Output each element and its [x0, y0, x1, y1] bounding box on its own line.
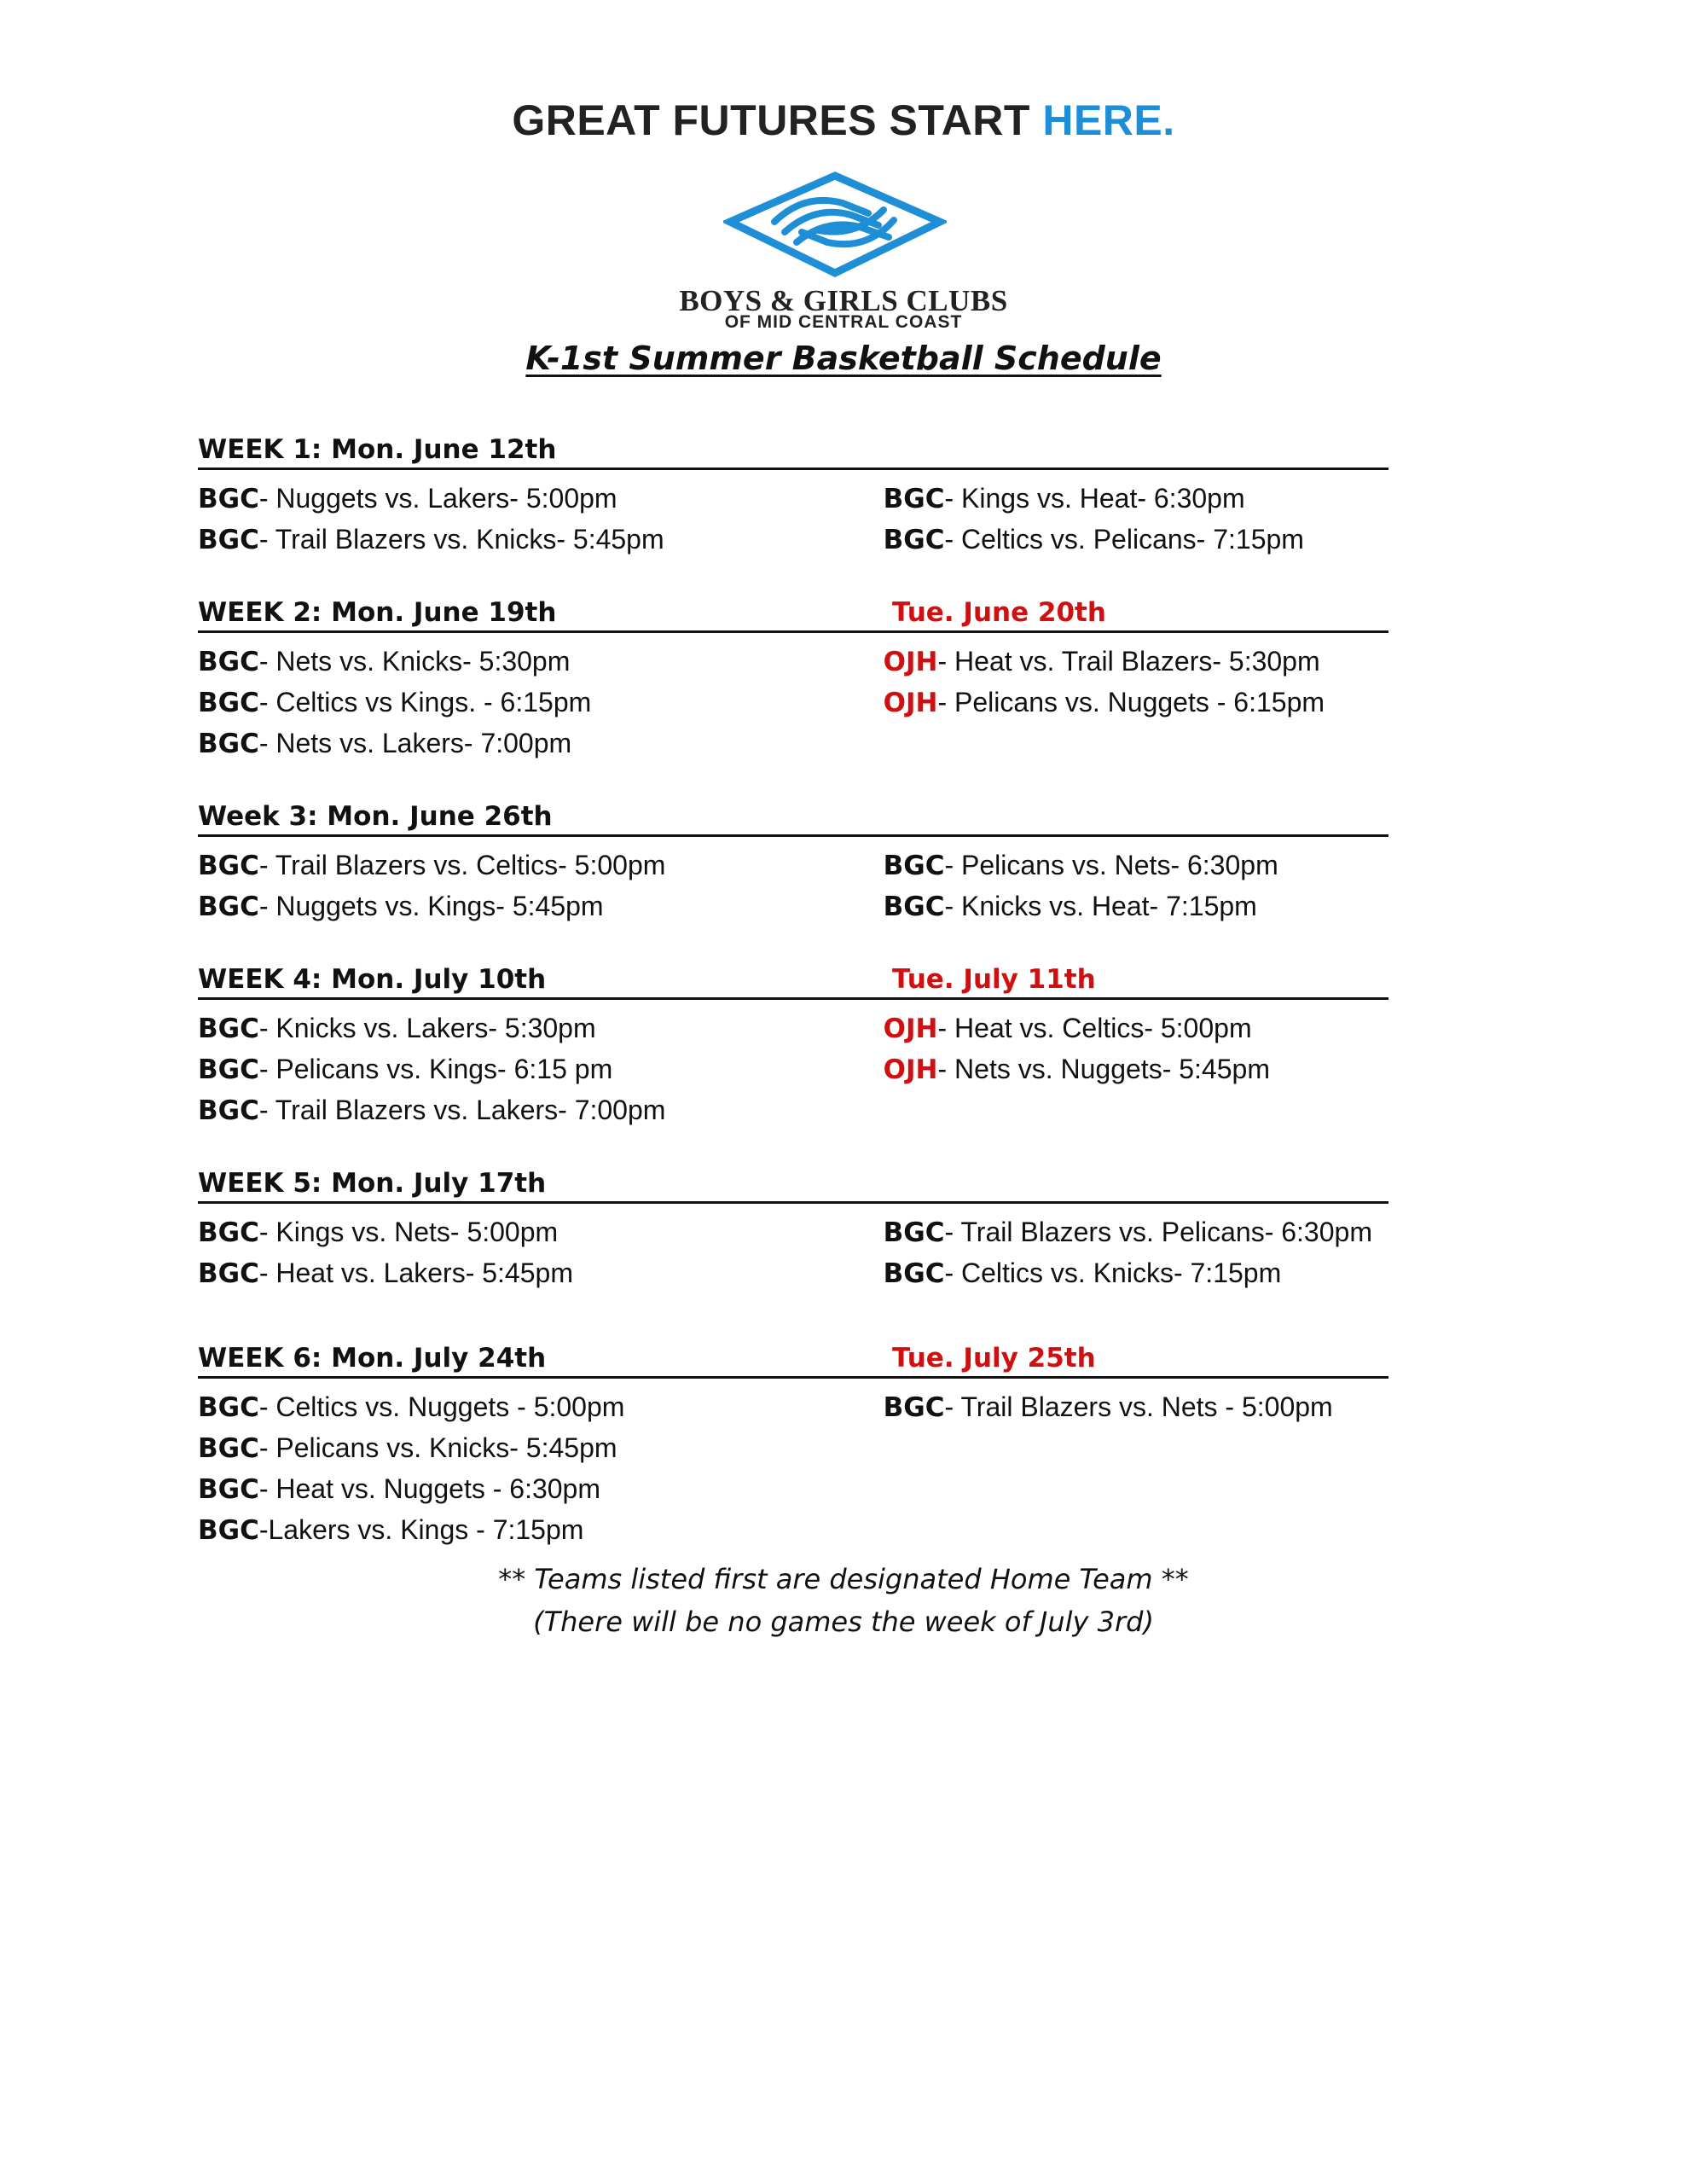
matchup-text: - Pelicans vs. Kings- 6:15 pm	[258, 1054, 613, 1084]
matchup-text: - Pelicans vs. Knicks- 5:45pm	[258, 1432, 617, 1463]
week-block	[198, 797, 1388, 927]
matchup-text: - Celtics vs. Pelicans- 7:15pm	[944, 524, 1304, 555]
right-game-column	[884, 1008, 1388, 1131]
game-entry	[884, 845, 1388, 886]
game-entry	[198, 1428, 884, 1469]
left-game-column	[198, 1387, 884, 1551]
right-game-column	[884, 479, 1388, 561]
schedule	[198, 430, 1388, 1551]
venue-code: BGC	[883, 525, 945, 555]
tagline-main: GREAT FUTURES START	[512, 96, 1043, 144]
venue-code: BGC	[883, 1258, 945, 1289]
matchup-text: - Kings vs. Nets- 5:00pm	[258, 1217, 559, 1247]
left-game-column	[198, 1212, 884, 1294]
no-games-note: (There will be no games the week of July 3rd)	[533, 1606, 1154, 1638]
game-entry	[884, 682, 1388, 723]
matchup-text: - Heat vs. Celtics- 5:00pm	[937, 1013, 1252, 1043]
right-game-column	[884, 845, 1388, 927]
venue-code: BGC	[198, 1258, 259, 1289]
matchup-text: - Celtics vs. Knicks- 7:15pm	[944, 1258, 1282, 1288]
game-entry	[198, 1469, 884, 1510]
tagline	[0, 96, 1687, 145]
venue-code: BGC	[198, 484, 259, 514]
matchup-text: -Lakers vs. Kings - 7:15pm	[258, 1514, 584, 1545]
venue-code: BGC	[198, 1392, 259, 1423]
matchup-text: - Nets vs. Nuggets- 5:45pm	[937, 1054, 1270, 1084]
venue-code: BGC	[198, 525, 259, 555]
game-entry	[198, 886, 884, 927]
game-entry	[198, 479, 884, 520]
venue-code: BGC	[883, 484, 945, 514]
game-entry	[198, 723, 884, 764]
game-entry	[884, 886, 1388, 927]
venue-code: BGC	[198, 851, 259, 881]
week-header	[198, 1164, 1388, 1204]
matchup-text: - Heat vs. Nuggets - 6:30pm	[258, 1473, 600, 1504]
right-game-column	[884, 1212, 1388, 1294]
week-block	[198, 1164, 1388, 1294]
week-header	[198, 430, 1388, 470]
matchup-text: - Heat vs. Trail Blazers- 5:30pm	[937, 646, 1320, 677]
week-label: WEEK 6: Mon. July 24th	[198, 1343, 547, 1374]
game-entry	[884, 1049, 1388, 1090]
matchup-text: - Nets vs. Knicks- 5:30pm	[258, 646, 571, 677]
game-entry	[198, 1510, 884, 1551]
venue-code: BGC	[198, 1433, 259, 1464]
game-entry	[198, 682, 884, 723]
matchup-text: - Trail Blazers vs. Nets - 5:00pm	[944, 1391, 1333, 1422]
matchup-text: - Knicks vs. Heat- 7:15pm	[944, 891, 1257, 921]
left-game-column	[198, 845, 884, 927]
game-entry	[884, 479, 1388, 520]
game-entry	[884, 642, 1388, 682]
venue-code: BGC	[198, 729, 259, 759]
game-entry	[884, 1387, 1388, 1428]
matchup-text: - Heat vs. Lakers- 5:45pm	[258, 1258, 573, 1288]
week-label: WEEK 5: Mon. July 17th	[198, 1168, 547, 1199]
matchup-text: - Nets vs. Lakers- 7:00pm	[258, 728, 572, 758]
tagline-accent: HERE.	[1042, 96, 1175, 144]
matchup-text: - Trail Blazers vs. Pelicans- 6:30pm	[944, 1217, 1372, 1247]
org-subtitle: OF MID CENTRAL COAST	[724, 312, 963, 332]
right-game-column	[884, 642, 1388, 764]
venue-code: BGC	[883, 1392, 945, 1423]
venue-code: OJH	[883, 688, 938, 718]
venue-code: BGC	[198, 688, 259, 718]
venue-code: BGC	[198, 1515, 259, 1546]
venue-code: BGC	[198, 1474, 259, 1505]
matchup-text: - Pelicans vs. Nets- 6:30pm	[944, 850, 1278, 880]
tuesday-date-label: Tue. June 20th	[892, 597, 1106, 628]
left-game-column	[198, 642, 884, 764]
tuesday-date-label: Tue. July 25th	[892, 1343, 1096, 1374]
clasped-hands-logo-icon	[723, 169, 947, 280]
venue-code: OJH	[883, 1054, 938, 1085]
week-header	[198, 593, 1388, 633]
week-label: WEEK 1: Mon. June 12th	[198, 434, 557, 465]
game-entry	[884, 1212, 1388, 1253]
left-game-column	[198, 479, 884, 561]
matchup-text: - Nuggets vs. Lakers- 5:00pm	[258, 483, 617, 514]
venue-code: BGC	[883, 851, 945, 881]
page-title	[0, 340, 1687, 377]
week-label: Week 3: Mon. June 26th	[198, 801, 553, 832]
right-game-column	[884, 1387, 1388, 1551]
game-entry	[198, 520, 884, 561]
venue-code: BGC	[198, 1217, 259, 1248]
matchup-text: - Trail Blazers vs. Knicks- 5:45pm	[258, 524, 664, 555]
page-title-text: K-1st Summer Basketball Schedule	[525, 340, 1162, 377]
org-name: BOYS & GIRLS CLUBS	[679, 284, 1008, 317]
week-block	[198, 430, 1388, 561]
venue-code: BGC	[883, 892, 945, 922]
week-block	[198, 1339, 1388, 1551]
matchup-text: - Trail Blazers vs. Celtics- 5:00pm	[258, 850, 666, 880]
game-entry	[198, 1008, 884, 1049]
week-block	[198, 593, 1388, 764]
game-entry	[198, 642, 884, 682]
game-entry	[198, 1049, 884, 1090]
week-header	[198, 1339, 1388, 1379]
game-entry	[198, 1387, 884, 1428]
matchup-text: - Nuggets vs. Kings- 5:45pm	[258, 891, 604, 921]
game-entry	[198, 1212, 884, 1253]
matchup-text: - Kings vs. Heat- 6:30pm	[944, 483, 1245, 514]
week-label: WEEK 4: Mon. July 10th	[198, 964, 547, 995]
game-entry	[198, 845, 884, 886]
week-header	[198, 797, 1388, 837]
venue-code: BGC	[883, 1217, 945, 1248]
game-entry	[198, 1253, 884, 1294]
venue-code: BGC	[198, 647, 259, 677]
venue-code: BGC	[198, 892, 259, 922]
game-entry	[884, 520, 1388, 561]
week-header	[198, 960, 1388, 1000]
matchup-text: - Celtics vs. Nuggets - 5:00pm	[258, 1391, 625, 1422]
left-game-column	[198, 1008, 884, 1131]
week-block	[198, 960, 1388, 1131]
game-entry	[884, 1253, 1388, 1294]
matchup-text: - Celtics vs Kings. - 6:15pm	[258, 687, 592, 717]
matchup-text: - Trail Blazers vs. Lakers- 7:00pm	[258, 1095, 666, 1125]
tuesday-date-label: Tue. July 11th	[892, 964, 1096, 995]
week-label: WEEK 2: Mon. June 19th	[198, 597, 557, 628]
venue-code: OJH	[883, 1014, 938, 1044]
venue-code: BGC	[198, 1054, 259, 1085]
venue-code: BGC	[198, 1014, 259, 1044]
matchup-text: - Knicks vs. Lakers- 5:30pm	[258, 1013, 596, 1043]
venue-code: BGC	[198, 1095, 259, 1126]
game-entry	[884, 1008, 1388, 1049]
venue-code: OJH	[883, 647, 938, 677]
matchup-text: - Pelicans vs. Nuggets - 6:15pm	[937, 687, 1325, 717]
game-entry	[198, 1090, 884, 1131]
home-team-note: ** Teams listed first are designated Home Team **	[498, 1563, 1189, 1595]
